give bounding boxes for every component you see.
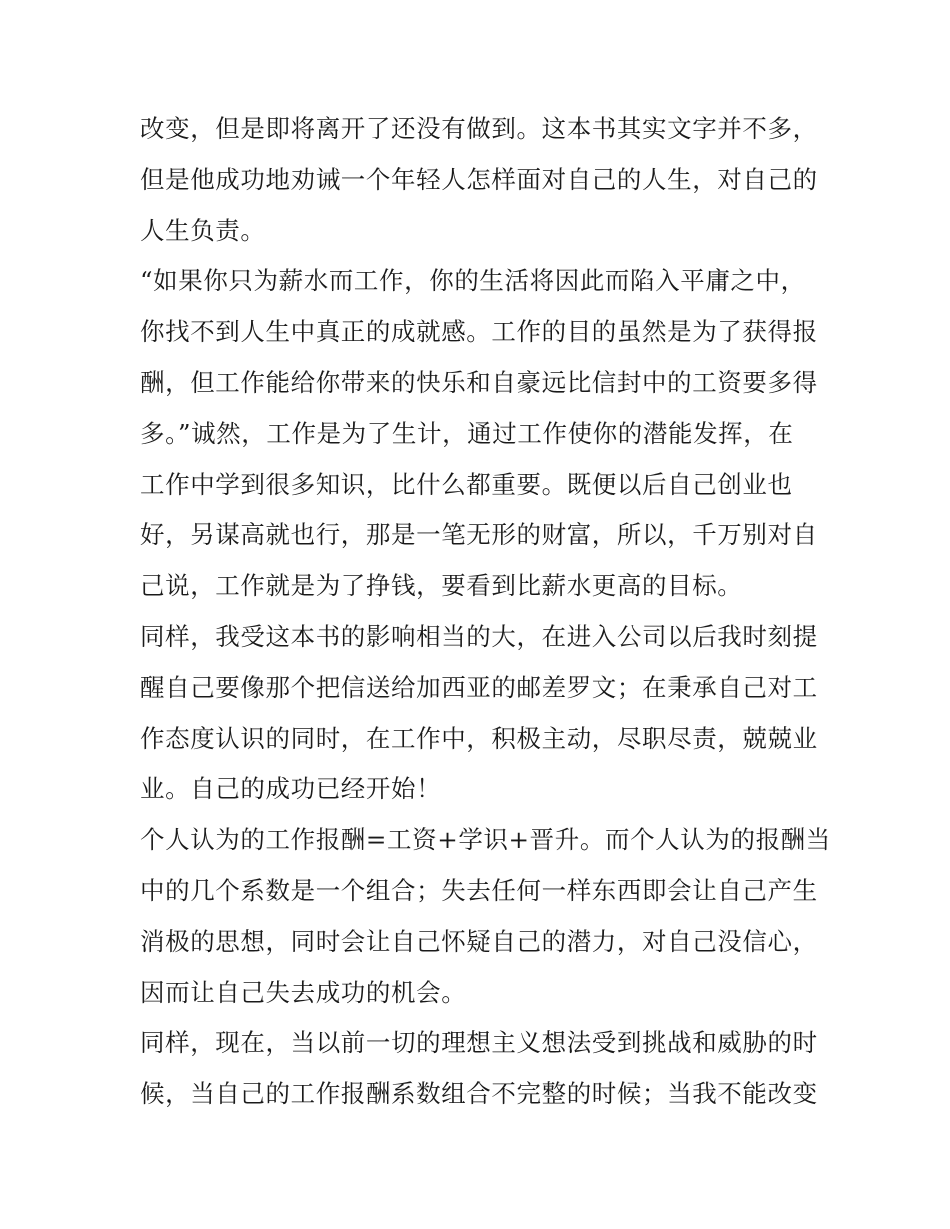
- text-line-3: 人生负责。: [140, 215, 266, 245]
- text-line-16: 中的几个系数是一个组合；失去任何一样东西即会让自己产生: [140, 875, 818, 905]
- text-line-20: 候，当自己的工作报酬系数组合不完整的时候；当我不能改变: [140, 1079, 818, 1109]
- text-line-11: 同样，我受这本书的影响相当的大，在进入公司以后我时刻提: [140, 621, 818, 651]
- text-line-18: 因而让自己失去成功的机会。: [140, 977, 467, 1007]
- text-line-14: 业。自己的成功已经开始！: [140, 774, 442, 804]
- text-line-10: 己说，工作就是为了挣钱，要看到比薪水更高的目标。: [140, 571, 743, 601]
- text-line-4: “如果你只为薪水而工作，你的生活将因此而陷入平庸之中，: [140, 266, 806, 296]
- text-line-1: 改变，但是即将离开了还没有做到。这本书其实文字并不多，: [140, 114, 818, 143]
- text-line-13: 作态度认识的同时，在工作中，积极主动，尽职尽责，兢兢业: [140, 723, 818, 753]
- text-line-19: 同样，现在，当以前一切的理想主义想法受到挑战和威胁的时: [140, 1028, 818, 1058]
- text-line-6: 酬，但工作能给你带来的快乐和自豪远比信封中的工资要多得: [140, 367, 818, 397]
- text-line-5: 你找不到人生中真正的成就感。工作的目的虽然是为了获得报: [140, 317, 818, 347]
- text-line-12: 醒自己要像那个把信送给加西亚的邮差罗文；在秉承自己对工: [140, 672, 818, 702]
- text-line-9: 好，另谋高就也行，那是一笔无形的财富，所以，千万别对自: [140, 520, 818, 550]
- text-line-17: 消极的思想，同时会让自己怀疑自己的潜力，对自己没信心，: [140, 926, 818, 956]
- text-line-2: 但是他成功地劝诫一个年轻人怎样面对自己的人生，对自己的: [140, 164, 818, 194]
- text-line-7: 多。”诚然，工作是为了生计，通过工作使你的潜能发挥，在: [140, 418, 794, 448]
- text-line-15: 个人认为的工作报酬=工资+学识+晋升。而个人认为的报酬当: [140, 825, 831, 855]
- body-text: [140, 104, 830, 1120]
- text-line-8: 工作中学到很多知识，比什么都重要。既便以后自己创业也: [140, 469, 793, 499]
